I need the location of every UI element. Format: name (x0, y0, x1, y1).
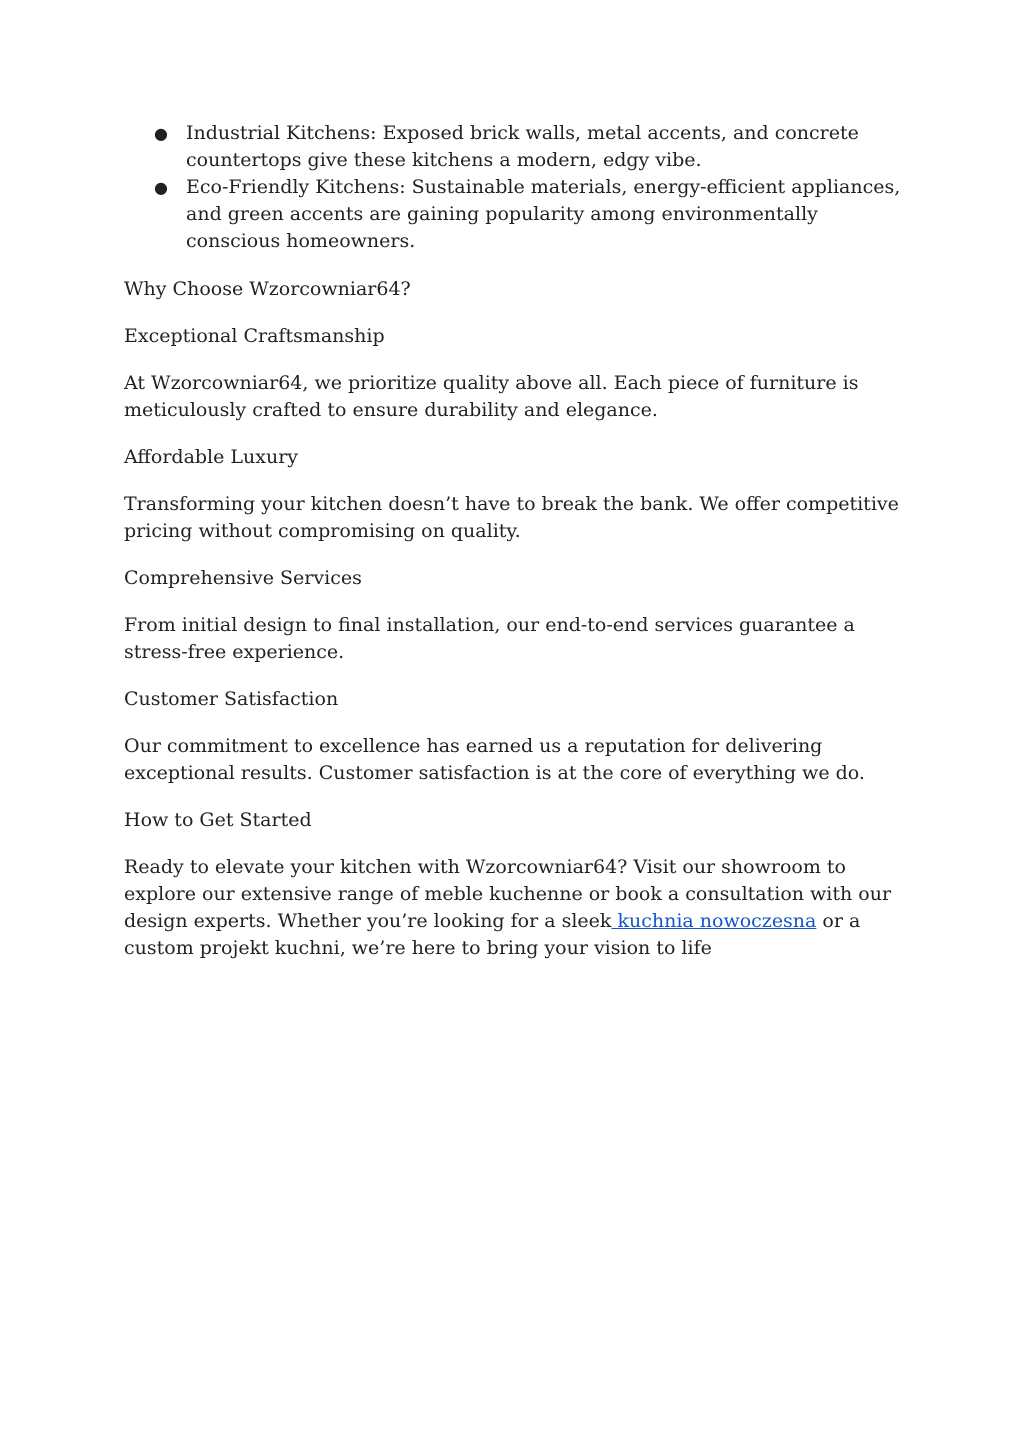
document-page (124, 120, 904, 982)
why-choose-heading: Why Choose Wzorcowniar64? (124, 278, 411, 300)
kuchnia-nowoczesna-link[interactable]: kuchnia nowoczesna (611, 910, 817, 932)
section-body: At Wzorcowniar64, we prioritize quality above all. Each piece of furniture is meticulously crafted to ensure durability and elegance. (124, 372, 859, 421)
get-started-paragraph (124, 854, 904, 962)
list-item-text: Eco-Friendly Kitchens: Sustainable materials, energy-efficient appliances, and green accents are gaining popularity among environmentally conscious homeowners. (186, 176, 901, 252)
list-item (124, 174, 904, 255)
section-heading: Customer Satisfaction (124, 688, 339, 710)
section-heading: Comprehensive Services (124, 567, 362, 589)
section-body: From initial design to final installation, our end-to-end services guarantee a stress-free experience. (124, 614, 855, 663)
list-item-text: Industrial Kitchens: Exposed brick walls, metal accents, and concrete countertops give these kitchens a modern, edgy vibe. (186, 122, 859, 171)
get-started-heading: How to Get Started (124, 809, 312, 831)
list-item (124, 120, 904, 174)
bullet-icon: ● (154, 124, 168, 143)
paragraph-text: Ready to elevate your kitchen with Wzorcowniar64? Visit our showroom to explore our extensive range of meble kuchenne or book a consultation with our design experts. Whether you’re looking for a sleek (124, 856, 892, 932)
paragraph-text: or a custom projekt kuchni, we’re here to bring your vision to life (124, 910, 861, 959)
section-heading: Affordable Luxury (124, 446, 299, 468)
bullet-icon: ● (154, 178, 168, 197)
section-body: Transforming your kitchen doesn’t have to break the bank. We offer competitive pricing without compromising on quality. (124, 493, 899, 542)
section-heading: Exceptional Craftsmanship (124, 325, 385, 347)
section-body: Our commitment to excellence has earned us a reputation for delivering exceptional results. Customer satisfaction is at the core of everything we do. (124, 735, 865, 784)
kitchen-style-list (124, 120, 904, 255)
